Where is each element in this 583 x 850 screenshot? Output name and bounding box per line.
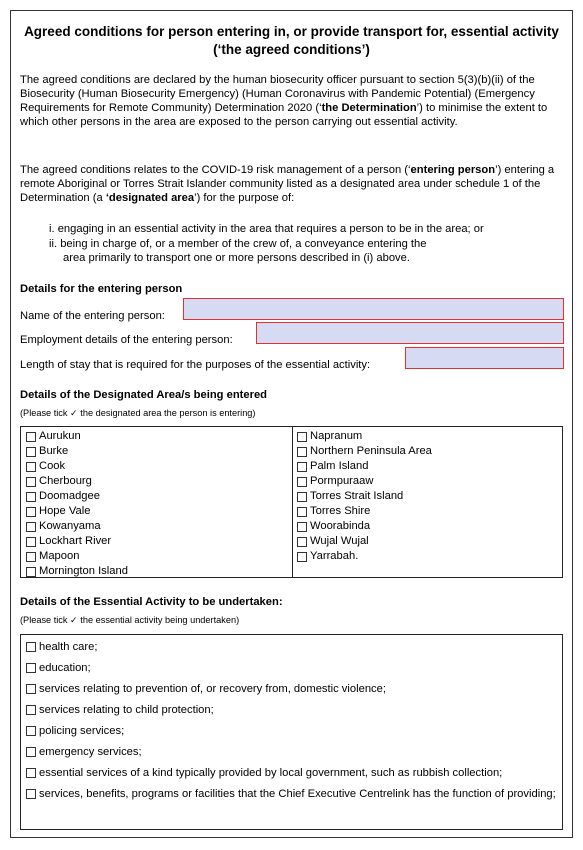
area-checkbox-item[interactable] bbox=[26, 444, 128, 459]
area-label: Hope Vale bbox=[39, 505, 91, 517]
area-label: Northern Peninsula Area bbox=[310, 445, 432, 457]
purpose-item-1: i. engaging in an essential activity in the area that requires a person to be in the area; or bbox=[49, 223, 484, 235]
area-label: Kowanyama bbox=[39, 520, 101, 532]
checkbox[interactable] bbox=[26, 726, 36, 736]
area-checkbox-item[interactable] bbox=[26, 504, 128, 519]
area-checkbox-item[interactable] bbox=[26, 459, 128, 474]
activity-checkbox-item[interactable] bbox=[26, 640, 556, 654]
checkbox[interactable] bbox=[297, 507, 307, 517]
area-checkbox-item[interactable] bbox=[297, 504, 432, 519]
activity-checkbox-item[interactable] bbox=[26, 787, 556, 801]
activity-checkbox-item[interactable] bbox=[26, 661, 556, 675]
checkbox[interactable] bbox=[26, 705, 36, 715]
title-line-2: (‘the agreed conditions’) bbox=[213, 42, 370, 57]
intro-paragraph bbox=[20, 73, 560, 129]
area-checkbox-item[interactable] bbox=[297, 444, 432, 459]
area-label: Aurukun bbox=[39, 430, 81, 442]
activity-label: services relating to prevention of, or recovery from, domestic violence; bbox=[39, 683, 386, 695]
stay-input[interactable] bbox=[405, 347, 564, 369]
checkbox[interactable] bbox=[26, 663, 36, 673]
activity-checkbox-item[interactable] bbox=[26, 682, 556, 696]
activity-label: emergency services; bbox=[39, 746, 142, 758]
checkbox[interactable] bbox=[26, 492, 36, 502]
checkbox[interactable] bbox=[297, 522, 307, 532]
checkbox[interactable] bbox=[297, 492, 307, 502]
area-checkbox-item[interactable] bbox=[26, 489, 128, 504]
area-label: Mapoon bbox=[39, 550, 80, 562]
area-label: Cook bbox=[39, 460, 66, 472]
area-checkbox-item[interactable] bbox=[26, 534, 128, 549]
area-checkbox-item[interactable] bbox=[297, 459, 432, 474]
checkbox[interactable] bbox=[26, 642, 36, 652]
employment-label: Employment details of the entering person: bbox=[20, 334, 233, 346]
area-label: Mornington Island bbox=[39, 565, 128, 577]
purpose-list bbox=[49, 222, 559, 266]
area-label: Burke bbox=[39, 445, 69, 457]
activity-label: education; bbox=[39, 662, 91, 674]
area-label: Napranum bbox=[310, 430, 363, 442]
intro-text-b: ’) to minimise the extent to which other persons in the area are exposed to the person carrying out essential activity. bbox=[20, 102, 548, 128]
area-label: Lockhart River bbox=[39, 535, 112, 547]
area-checkbox-item[interactable] bbox=[26, 519, 128, 534]
area-checkbox-item[interactable] bbox=[26, 549, 128, 564]
activity-checkbox-item[interactable] bbox=[26, 724, 556, 738]
form-page bbox=[10, 10, 573, 838]
checkbox[interactable] bbox=[26, 507, 36, 517]
area-label: Wujal Wujal bbox=[310, 535, 369, 547]
area-label: Torres Shire bbox=[310, 505, 371, 517]
form-title bbox=[11, 23, 572, 59]
purpose-text-a: The agreed conditions relates to the COVID-19 risk management of a person (‘ bbox=[20, 164, 411, 176]
activity-hint: (Please tick ✓ the essential activity being undertaken) bbox=[20, 615, 240, 625]
area-checkbox-item[interactable] bbox=[26, 564, 128, 579]
area-hint: (Please tick ✓ the designated area the person is entering) bbox=[20, 408, 256, 418]
checkbox[interactable] bbox=[297, 432, 307, 442]
details-heading: Details for the entering person bbox=[20, 283, 183, 295]
activity-checkbox-item[interactable] bbox=[26, 745, 556, 759]
checkbox[interactable] bbox=[297, 462, 307, 472]
checkbox[interactable] bbox=[26, 522, 36, 532]
area-checkbox-item[interactable] bbox=[297, 489, 432, 504]
area-label: Cherbourg bbox=[39, 475, 92, 487]
area-checkbox-item[interactable] bbox=[297, 429, 432, 444]
checkbox[interactable] bbox=[26, 477, 36, 487]
activity-label: services, benefits, programs or facilities that the Chief Executive Centrelink has the function of providing; bbox=[39, 788, 556, 800]
activity-label: policing services; bbox=[39, 725, 125, 737]
purpose-item-2: ii. being in charge of, or a member of the crew of, a conveyance entering the bbox=[49, 237, 427, 250]
purpose-text-e: ’) for the purpose of: bbox=[194, 192, 295, 204]
checkbox[interactable] bbox=[297, 537, 307, 547]
area-checkbox-item[interactable] bbox=[297, 534, 432, 549]
area-checkbox-item[interactable] bbox=[297, 474, 432, 489]
checkbox[interactable] bbox=[297, 552, 307, 562]
activity-label: services relating to child protection; bbox=[39, 704, 214, 716]
purpose-paragraph bbox=[20, 163, 560, 205]
purpose-text-bold-1: entering person bbox=[410, 164, 496, 176]
purpose-text-c: ’) entering a remote Aboriginal or Torres Strait Islander community listed as a designated area under schedule 1 of the Determination (a bbox=[20, 164, 555, 204]
area-label: Woorabinda bbox=[310, 520, 371, 532]
checkbox[interactable] bbox=[297, 477, 307, 487]
checkbox[interactable] bbox=[26, 432, 36, 442]
area-checkbox-item[interactable] bbox=[297, 519, 432, 534]
area-heading: Details of the Designated Area/s being entered bbox=[20, 389, 268, 401]
title-line-1: Agreed conditions for person entering in, or provide transport for, essential activity bbox=[24, 24, 559, 39]
checkbox[interactable] bbox=[26, 747, 36, 757]
area-column-left bbox=[26, 429, 128, 579]
checkbox[interactable] bbox=[26, 537, 36, 547]
purpose-text-bold-2: ‘designated area bbox=[105, 192, 195, 204]
checkbox[interactable] bbox=[26, 567, 36, 577]
column-divider bbox=[292, 427, 293, 577]
activity-checkbox-item[interactable] bbox=[26, 766, 556, 780]
stay-label: Length of stay that is required for the purposes of the essential activity: bbox=[20, 359, 371, 371]
intro-text-a: The agreed conditions are declared by the human biosecurity officer pursuant to section 5(3)(b)(ii) of the Biosecurity (Human Biosecurity Emergency) (Human Coronavirus with Pandemic Potential) (Emergency Requirements for Remote Community) Determination 2020 (‘ bbox=[20, 74, 535, 114]
area-column-right bbox=[297, 429, 432, 564]
name-label: Name of the entering person: bbox=[20, 310, 165, 322]
checkbox[interactable] bbox=[26, 684, 36, 694]
purpose-item-2-cont: area primarily to transport one or more persons described in (i) above. bbox=[63, 252, 410, 264]
area-label: Torres Strait Island bbox=[310, 490, 404, 502]
activity-label: essential services of a kind typically provided by local government, such as rubbish collection; bbox=[39, 767, 503, 779]
area-label: Palm Island bbox=[310, 460, 369, 472]
activity-label: health care; bbox=[39, 641, 98, 653]
checkbox[interactable] bbox=[26, 768, 36, 778]
name-input[interactable] bbox=[183, 298, 564, 320]
checkbox[interactable] bbox=[297, 447, 307, 457]
area-checkbox-item[interactable] bbox=[26, 474, 128, 489]
area-label: Yarrabah. bbox=[310, 550, 359, 562]
checkbox[interactable] bbox=[26, 447, 36, 457]
checkbox[interactable] bbox=[26, 462, 36, 472]
essential-activity-table bbox=[20, 634, 563, 830]
intro-text-bold: the Determination bbox=[321, 102, 417, 114]
area-label: Pormpuraaw bbox=[310, 475, 374, 487]
activity-heading: Details of the Essential Activity to be undertaken: bbox=[20, 596, 283, 608]
checkbox[interactable] bbox=[26, 789, 36, 799]
designated-area-table bbox=[20, 426, 563, 578]
area-checkbox-item[interactable] bbox=[26, 429, 128, 444]
area-checkbox-item[interactable] bbox=[297, 549, 432, 564]
area-label: Doomadgee bbox=[39, 490, 100, 502]
checkbox[interactable] bbox=[26, 552, 36, 562]
activity-checkbox-item[interactable] bbox=[26, 703, 556, 717]
employment-input[interactable] bbox=[256, 322, 564, 344]
